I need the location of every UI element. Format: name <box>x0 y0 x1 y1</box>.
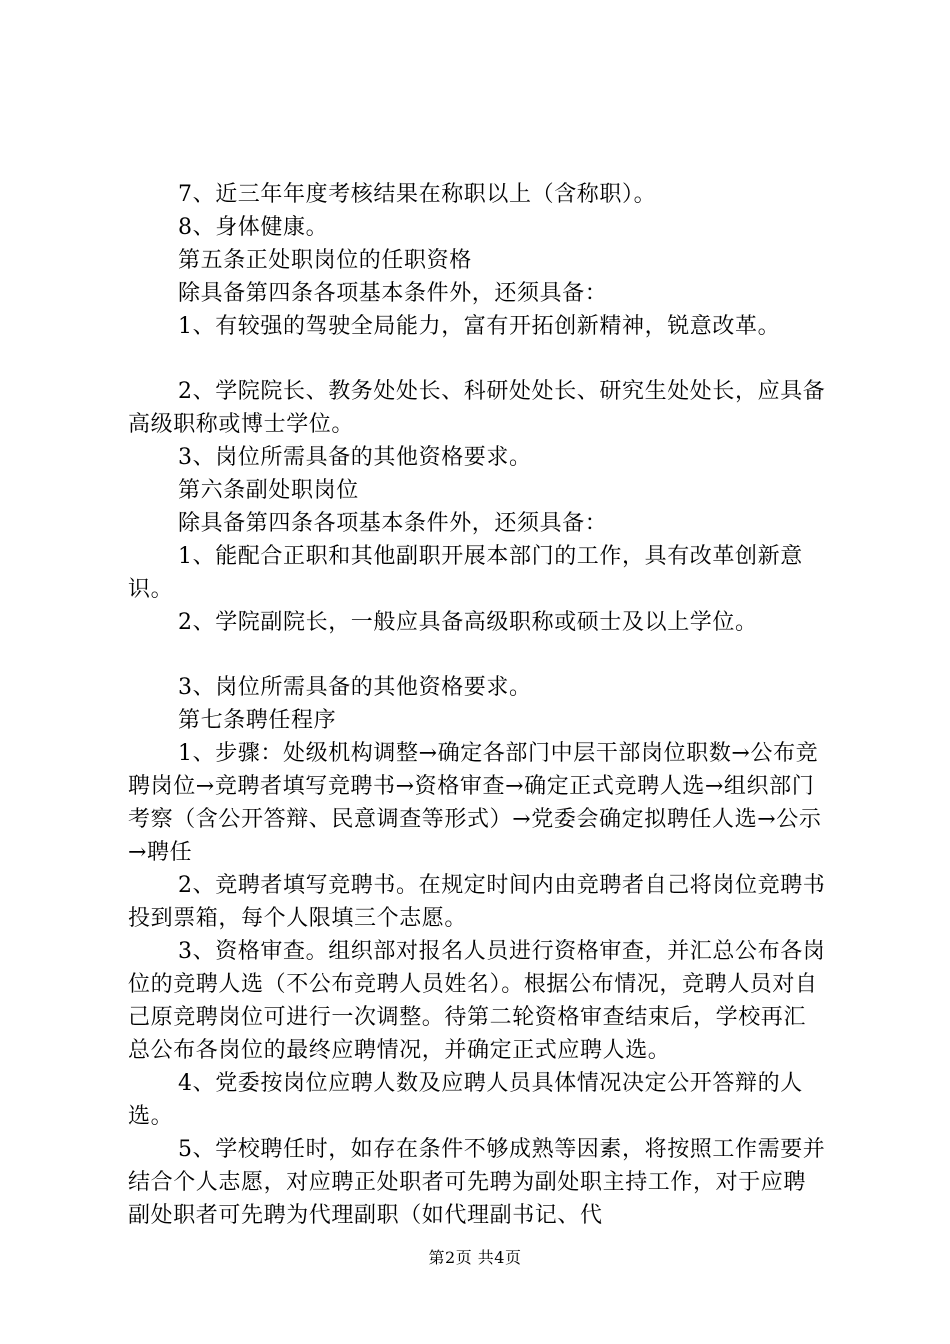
paragraph-article-6-item-3: 3、岗位所需具备的其他资格要求。 <box>178 675 532 700</box>
paragraph-article-7-item-5: 5、学校聘任时，如存在条件不够成熟等因素，将按照工作需要并结合个人志愿，对应聘正处职者可先聘为副处职主持工作，对于应聘副处职者可先聘为代理副职（如代理副书记、代 <box>128 1137 826 1228</box>
heading-article-6: 第六条副处职岗位 <box>178 478 359 503</box>
paragraph-article-7-item-4: 4、党委按岗位应聘人数及应聘人员具体情况决定公开答辩的人选。 <box>128 1071 803 1129</box>
paragraph-article-5-item-2: 2、学院院长、教务处处长、科研处处长、研究生处处长，应具备高级职称或博士学位。 <box>128 379 826 437</box>
heading-article-7: 第七条聘任程序 <box>178 708 337 733</box>
paragraph-article-5-item-1: 1、有较强的驾驶全局能力，富有开拓创新精神，锐意改革。 <box>178 314 781 339</box>
paragraph-article-6-item-2: 2、学院副院长，一般应具备高级职称或硕士及以上学位。 <box>178 610 758 635</box>
paragraph-article-7-item-2: 2、竞聘者填写竞聘书。在规定时间内由竞聘者自己将岗位竞聘书投到票箱，每个人限填三个志愿。 <box>128 873 826 931</box>
paragraph-article-6-item-1: 1、能配合正职和其他副职开展本部门的工作，具有改革创新意识。 <box>128 544 803 602</box>
document-body <box>128 178 828 1232</box>
page-number-label: 第2页 共4页 <box>428 1248 522 1267</box>
paragraph-criterion-8: 8、身体健康。 <box>178 215 329 240</box>
paragraph-criterion-7: 7、近三年年度考核结果在称职以上（含称职）。 <box>178 182 657 207</box>
paragraph-article-6-intro: 除具备第四条各项基本条件外，还须具备： <box>178 511 608 536</box>
paragraph-article-7-item-3: 3、资格审查。组织部对报名人员进行资格审查，并汇总公布各岗位的竞聘人选（不公布竞聘人员姓名）。根据公布情况，竞聘人员对自己原竞聘岗位可进行一次调整。待第二轮资格审查结束后，学校再汇总公布各岗位的最终应聘情况，并确定正式应聘人选。 <box>128 939 826 1063</box>
heading-article-5: 第五条正处职岗位的任职资格 <box>178 248 472 273</box>
paragraph-article-7-item-1: 1、步骤：处级机构调整→确定各部门中层干部岗位职数→公布竞聘岗位→竞聘者填写竞聘书→资格审查→确定正式竞聘人选→组织部门考察（含公开答辩、民意调查等形式）→党委会确定拟聘任人选→公示→聘任 <box>128 741 822 865</box>
page-footer <box>0 1245 950 1268</box>
paragraph-article-5-intro: 除具备第四条各项基本条件外，还须具备： <box>178 281 608 306</box>
paragraph-article-5-item-3: 3、岗位所需具备的其他资格要求。 <box>178 445 532 470</box>
